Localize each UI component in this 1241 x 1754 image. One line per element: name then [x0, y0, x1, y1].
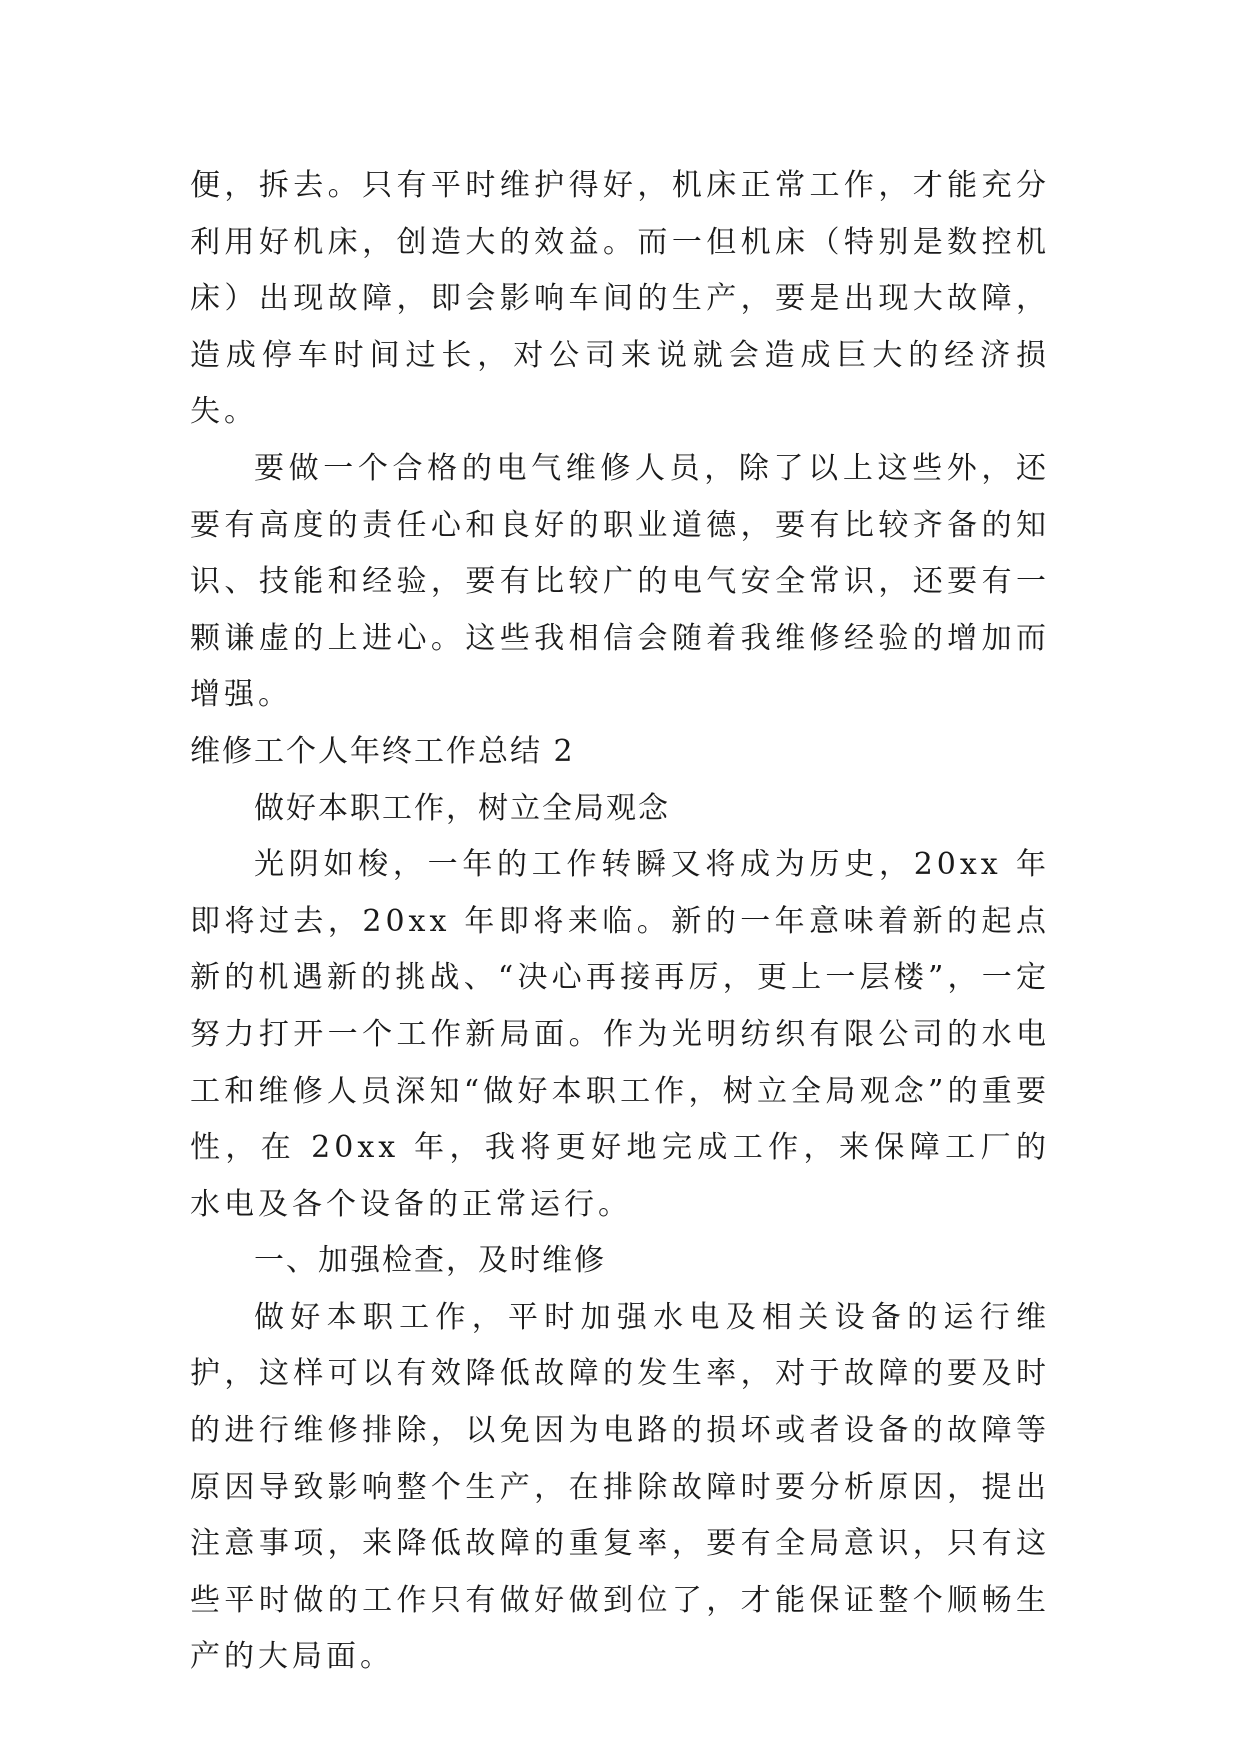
paragraph-continuation: 便，拆去。只有平时维护得好，机床正常工作，才能充分利用好机床，创造大的效益。而一但机床（特别是数控机床）出现故障，即会影响车间的生产，要是出现大故障，造成停车时间过长，对公司来说就会造成巨大的经济损失。: [190, 168, 1050, 430]
section-subtitle: 做好本职工作，树立全局观念: [254, 790, 670, 826]
paragraph-year-intro: 光阴如梭，一年的工作转瞬又将成为历史，20xx 年即将过去，20xx 年即将来临。新的一年意味着新的起点新的机遇新的挑战、“决心再接再厉，更上一层楼”，一定努力打开一个工作新局面。作为光明纺织有限公司的水电工和维修人员深知“做好本职工作，树立全局观念”的重要性，在 20xx 年，我将更好地完成工作，来保障工厂的水电及各个设备的正常运行。: [190, 847, 1050, 1222]
section-title: 维修工个人年终工作总结 2: [190, 733, 575, 769]
document-body: [190, 158, 1050, 1686]
paragraph-qualified-electrician: 要做一个合格的电气维修人员，除了以上这些外，还要有高度的责任心和良好的职业道德，要有比较齐备的知识、技能和经验，要有比较广的电气安全常识，还要有一颗谦虚的上进心。这些我相信会随着我维修经验的增加而增强。: [190, 450, 1050, 713]
subsection-heading-inspection: 一、加强检查，及时维修: [254, 1243, 606, 1279]
paragraph-maintenance: 做好本职工作，平时加强水电及相关设备的运行维护，这样可以有效降低故障的发生率，对于故障的要及时的进行维修排除，以免因为电路的损坏或者设备的故障等原因导致影响整个生产，在排除故障时要分析原因，提出注意事项，来降低故障的重复率，要有全局意识，只有这些平时做的工作只有做好做到位了，才能保证整个顺畅生产的大局面。: [190, 1299, 1050, 1675]
